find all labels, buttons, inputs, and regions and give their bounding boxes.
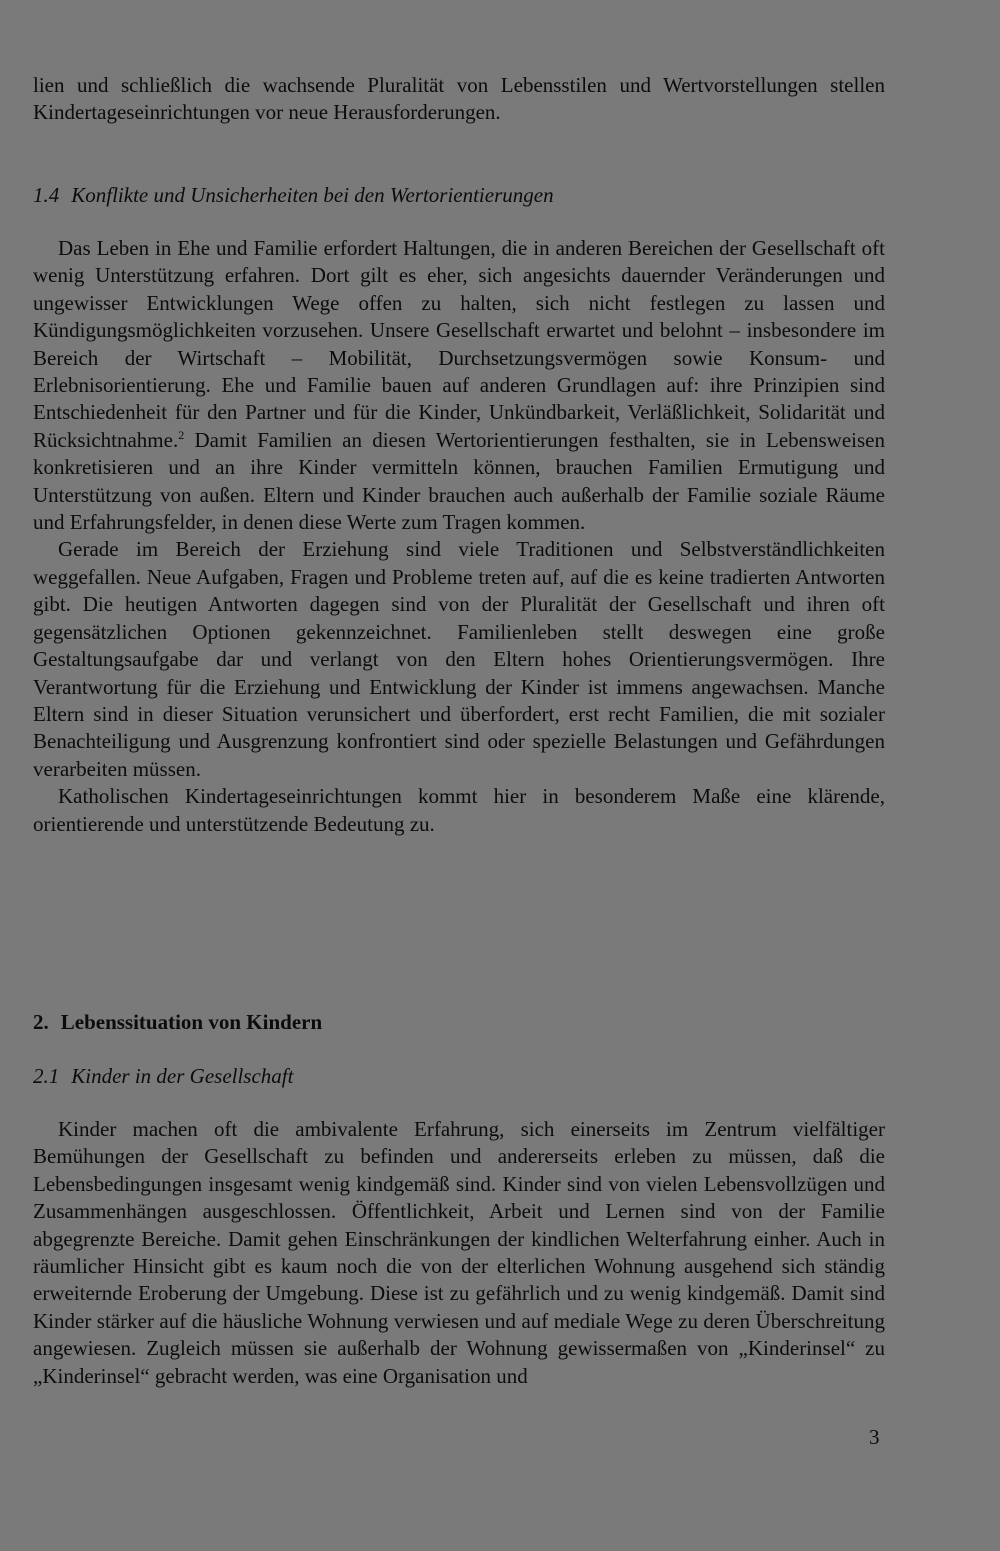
paragraph: Kinder machen oft die ambivalente Erfahrung, sich einerseits im Zentrum vielfältiger Bemühungen der Gesellschaft zu befinden und andererseits erleben zu müssen, daß die Lebensbedingungen insgesamt wenig kindgemäß sind. Kinder sind von vielen Lebensvollzügen und Zusammenhängen ausgeschlossen. Öffentlichkeit, Arbeit und Lernen sind von der Familie abgegrenzte Bereiche. Damit gehen Einschränkungen der kindlichen Welterfahrung einher. Auch in räumlicher Hinsicht gibt es kaum noch die von der elterlichen Wohnung ausgehend sich ständig erweiternde Eroberung der Umgebung. Diese ist zu gefährlich und zu wenig kindgemäß. Damit sind Kinder stärker auf die häusliche Wohnung verwiesen und auf mediale Wege zu deren Überschreitung angewiesen. Zugleich müssen sie außerhalb der Wohnung gewissermaßen von „Kinderinsel“ zu „Kinderinsel“ gebracht werden, was eine Organisation und	[33, 1117, 885, 1388]
paragraph-text: Das Leben in Ehe und Familie erfordert Haltungen, die in anderen Bereichen der Gesellschaft oft wenig Unterstützung erfahren. Dort gilt es eher, sich angesichts dauernder Veränderungen und ungewisser Entwicklungen Wege offen zu halten, sich nicht festlegen zu lassen und Kündigungsmöglichkeiten vorzusehen. Unsere Gesellschaft erwartet und belohnt – insbesondere im Bereich der Wirtschaft – Mobilität, Durchsetzungsvermögen sowie Konsum- und Erlebnisorientierung. Ehe und Familie bauen auf anderen Grundlagen auf: ihre Prinzipien sind Entschiedenheit für den Partner und für die Kinder, Unkündbarkeit, Verläßlichkeit, Solidarität und Rücksichtnahme.	[33, 236, 885, 452]
section-number: 2.1	[33, 1064, 60, 1088]
section-title: Konflikte und Unsicherheiten bei den Wertorientierungen	[71, 183, 554, 207]
footnote-reference: 2	[178, 427, 185, 442]
paragraph: Katholischen Kindertageseinrichtungen kommt hier in besonderem Maße eine klärende, orientierende und unterstützende Bedeutung zu.	[33, 784, 885, 836]
section-1-4-body	[33, 235, 885, 838]
section-heading-2-1	[33, 1063, 293, 1089]
section-number: 1.4	[33, 183, 60, 207]
chapter-heading-2	[33, 1009, 322, 1035]
paragraph: Gerade im Bereich der Erziehung sind viele Traditionen und Selbstverständlichkeiten weggefallen. Neue Aufgaben, Fragen und Probleme treten auf, auf die es keine tradierten Antworten gibt. Die heutigen Antworten dagegen sind von der Pluralität der Gesellschaft und ihren oft gegensätzlichen Optionen gekennzeichnet. Familienleben stellt deswegen eine große Gestaltungsaufgabe dar und verlangt von den Eltern hohes Orientierungsvermögen. Ihre Verantwortung für die Erziehung und Entwicklung der Kinder ist immens angewachsen. Manche Eltern sind in dieser Situation verunsichert und überfordert, erst recht Familien, die mit sozialer Benachteiligung und Ausgrenzung konfrontiert sind oder spezielle Belastungen und Gefährdungen verarbeiten müssen.	[33, 537, 885, 781]
section-2-1-body	[33, 1116, 885, 1390]
section-title: Kinder in der Gesellschaft	[71, 1064, 294, 1088]
chapter-title: Lebenssituation von Kindern	[60, 1010, 323, 1034]
section-heading-1-4	[33, 182, 554, 208]
intro-paragraph-block	[33, 72, 885, 127]
page-number: 3	[869, 1425, 880, 1449]
chapter-number: 2.	[33, 1010, 49, 1034]
paragraph-text-continued: Damit Familien an diesen Wertorientierungen festhalten, sie in Lebensweisen konkretisieren und an ihre Kinder vermitteln können, brauchen Familien Ermutigung und Unterstützung von außen. Eltern und Kinder brauchen auch außerhalb der Familie soziale Räume und Erfahrungsfelder, in denen diese Werte zum Tragen kommen.	[33, 427, 885, 535]
intro-paragraph: lien und schließlich die wachsende Pluralität von Lebensstilen und Wertvorstellungen stellen Kindertageseinrichtungen vor neue Herausforderungen.	[33, 73, 885, 125]
paragraph	[33, 235, 885, 536]
